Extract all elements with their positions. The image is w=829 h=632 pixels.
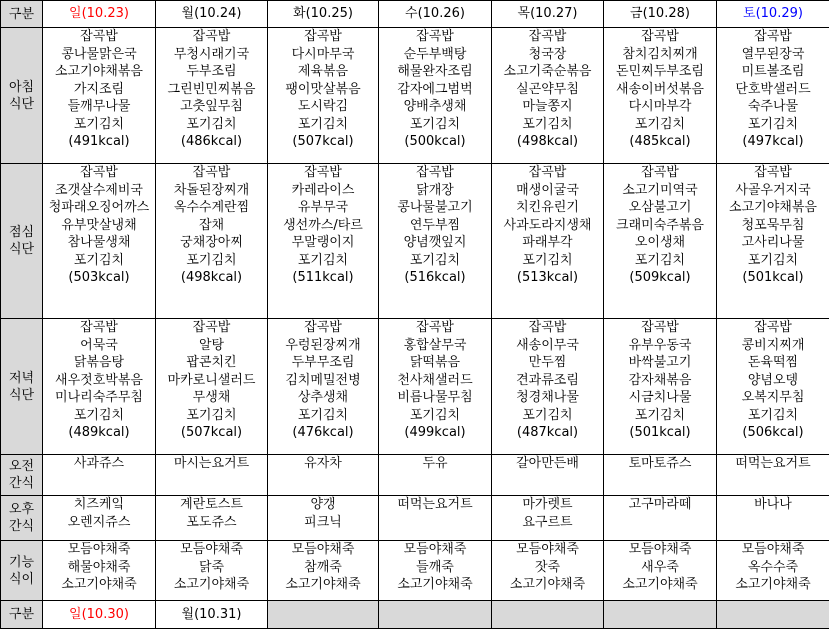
menu-cell <box>717 28 829 164</box>
menu-item: 잡곡밥 <box>641 165 679 180</box>
menu-item: 참나물생채 <box>67 235 131 250</box>
menu-item: 잡곡밥 <box>416 320 454 335</box>
menu-item: 포기김치 <box>522 407 573 423</box>
menu-item: 잡곡밥 <box>641 320 679 335</box>
menu-item: 돈민찌두부조림 <box>616 64 704 79</box>
menu-item: 피크닉 <box>304 514 342 530</box>
menu-cell <box>492 455 604 496</box>
day-header-text: 토(10.29) <box>743 6 803 22</box>
menu-item: 오이생채 <box>634 235 686 250</box>
menu-item: 열무된장국 <box>741 46 805 62</box>
menu-item: 포기김치 <box>73 252 125 268</box>
menu-item: 들깨무나물 <box>67 99 131 114</box>
menu-item: 잡곡밥 <box>304 29 342 44</box>
row-label <box>1 1 43 28</box>
menu-item: 치즈케잌 <box>73 497 125 512</box>
menu-item: 두부무조림 <box>291 355 355 370</box>
row-label-text: 저녁 <box>8 370 35 386</box>
menu-item: 소고기야채죽 <box>397 577 473 592</box>
empty-day-cell <box>268 601 379 629</box>
snack-row-pm <box>1 496 829 541</box>
menu-item: 연두부찜 <box>409 217 461 233</box>
menu-item: 포기김치 <box>634 407 686 423</box>
menu-item: 청경채나물 <box>516 390 579 405</box>
menu-item: 옥수수계란찜 <box>173 200 250 215</box>
menu-item: 제육볶음 <box>297 64 349 79</box>
menu-item: 포도쥬스 <box>186 514 237 530</box>
menu-item: 생선까스/타르 <box>283 217 363 233</box>
menu-item: 옥수수죽 <box>747 559 799 575</box>
menu-item: 포기김치 <box>297 116 349 132</box>
menu-item: 모듬야채죽 <box>67 542 131 557</box>
row-label-text: 점심 <box>8 225 35 240</box>
menu-cell <box>268 164 379 319</box>
menu-item: 포기김치 <box>409 116 461 132</box>
menu-item: 만두찜 <box>528 355 567 370</box>
menu-item: 포기김치 <box>73 116 125 132</box>
row-label <box>1 541 43 601</box>
menu-item: 파래부각 <box>522 235 573 250</box>
menu-item: 잡곡밥 <box>80 165 118 180</box>
menu-item: 소고기미역국 <box>622 182 698 198</box>
menu-item: 잡곡밥 <box>192 165 231 180</box>
menu-item: 소고기야채볶음 <box>729 200 817 215</box>
menu-item: 해물야채죽 <box>67 559 131 575</box>
menu-item: 견과류조림 <box>516 372 579 388</box>
menu-item: 닭개장 <box>416 182 454 198</box>
menu-item: 포기김치 <box>747 407 799 423</box>
menu-item: 모듬야채죽 <box>180 542 243 557</box>
menu-item: 포기김치 <box>409 252 461 268</box>
menu-item: 미트볼조림 <box>741 64 805 79</box>
row-label-text: 식이 <box>8 571 35 587</box>
footer-row <box>1 601 829 629</box>
menu-cell <box>43 541 156 601</box>
menu-item: 모듬야채죽 <box>516 542 579 557</box>
day-header <box>492 1 604 28</box>
menu-item: 고구마라떼 <box>628 497 692 512</box>
menu-item: 오복지무침 <box>741 390 805 405</box>
menu-item: 사골우거지국 <box>735 182 811 198</box>
menu-cell <box>604 541 717 601</box>
menu-cell <box>717 455 829 496</box>
menu-item: 가지조림 <box>73 81 125 97</box>
menu-cell <box>717 541 829 601</box>
menu-item: 포기김치 <box>186 252 237 268</box>
menu-item: 청포묵무침 <box>741 217 805 233</box>
menu-item: 유부맛살냉채 <box>61 217 137 233</box>
meal-row-breakfast <box>1 28 829 164</box>
menu-item: 소고기야채볶음 <box>55 64 143 79</box>
menu-item: 소고기야채죽 <box>173 577 250 592</box>
menu-cell <box>156 164 268 319</box>
menu-item: 유부무국 <box>297 200 349 215</box>
menu-item: 잣죽 <box>534 559 561 575</box>
menu-item: (487kcal) <box>516 425 579 440</box>
row-label-text: 기능 <box>8 554 35 570</box>
menu-item: 포기김치 <box>634 116 686 132</box>
menu-cell <box>156 28 268 164</box>
menu-item: 소고기야채죽 <box>285 577 361 592</box>
porridge-row <box>1 541 829 601</box>
menu-item: 모듬야채죽 <box>291 542 355 557</box>
menu-cell <box>268 541 379 601</box>
menu-item: 잡곡밥 <box>754 165 792 180</box>
menu-item: 마카로니샐러드 <box>167 372 256 388</box>
menu-cell <box>604 455 717 496</box>
menu-item: 카레라이스 <box>291 182 355 198</box>
menu-item: 잡곡밥 <box>416 165 454 180</box>
menu-item: 어묵국 <box>80 337 118 353</box>
day-header-text: 일(10.23) <box>69 6 129 22</box>
menu-cell <box>43 496 156 541</box>
menu-item: 미나리숙주무침 <box>55 390 143 405</box>
menu-item: (509kcal) <box>629 270 691 285</box>
empty-day-cell <box>604 601 717 629</box>
menu-item: (500kcal) <box>404 134 466 149</box>
menu-item: 포기김치 <box>186 116 237 132</box>
menu-item: 청파래오징어까스 <box>48 200 150 215</box>
menu-item: 차돌된장찌개 <box>173 182 250 198</box>
menu-item: 팝콘치킨 <box>186 355 237 370</box>
menu-item: 사과쥬스 <box>73 456 125 471</box>
menu-item: 잡곡밥 <box>80 320 118 335</box>
menu-item: 떠먹는요거트 <box>397 497 473 512</box>
menu-cell <box>268 496 379 541</box>
day-header-text: 화(10.25) <box>293 6 353 22</box>
menu-item: 잡곡밥 <box>416 29 454 44</box>
menu-item: (503kcal) <box>68 270 130 285</box>
menu-item: 포기김치 <box>186 407 237 423</box>
menu-cell <box>379 455 492 496</box>
menu-item: 실곤약무침 <box>516 81 579 97</box>
menu-item: 숙주나물 <box>747 99 799 114</box>
menu-item: 고춧잎무침 <box>180 99 243 114</box>
menu-cell <box>717 319 829 455</box>
menu-item: 갈아만든배 <box>516 456 579 471</box>
menu-cell <box>379 496 492 541</box>
menu-item: 마가렛트 <box>522 497 573 512</box>
menu-item: 잡곡밥 <box>528 165 567 180</box>
meal-row-lunch <box>1 164 829 319</box>
day-header <box>379 1 492 28</box>
menu-item: (511kcal) <box>292 270 354 285</box>
menu-item: 소고기죽순볶음 <box>503 64 592 79</box>
header-row <box>1 1 829 28</box>
menu-item: (498kcal) <box>516 134 579 149</box>
menu-cell <box>492 28 604 164</box>
day-header <box>43 1 156 28</box>
menu-item: 새송이버섯볶음 <box>616 81 704 97</box>
menu-item: 요구르트 <box>522 514 573 530</box>
menu-item: 유부우동국 <box>628 337 692 353</box>
snack-row-am <box>1 455 829 496</box>
menu-item: (499kcal) <box>404 425 466 440</box>
menu-item: 청국장 <box>528 46 567 62</box>
menu-item: 바싹불고기 <box>628 355 692 370</box>
day-header-text: 금(10.28) <box>630 6 690 22</box>
menu-item: 잡곡밥 <box>192 29 231 44</box>
menu-item: 감자채볶음 <box>628 372 692 388</box>
menu-item: 닭볶음탕 <box>73 355 125 370</box>
menu-item: 닭죽 <box>198 559 225 575</box>
menu-item: 감자에그범벅 <box>397 81 473 97</box>
menu-item: 오삼불고기 <box>628 200 692 215</box>
menu-cell <box>156 541 268 601</box>
menu-item: (489kcal) <box>68 425 130 440</box>
menu-cell <box>492 164 604 319</box>
menu-item: 크래미숙주볶음 <box>616 217 704 233</box>
menu-cell <box>43 28 156 164</box>
row-label-text: 오후 <box>8 502 35 517</box>
menu-item: 시금치나물 <box>628 390 692 405</box>
menu-cell <box>379 541 492 601</box>
menu-cell <box>604 164 717 319</box>
menu-cell <box>43 455 156 496</box>
menu-item: (486kcal) <box>180 134 243 149</box>
menu-item: 홍합살무국 <box>403 337 467 353</box>
menu-item: 비름나물무침 <box>397 390 473 405</box>
menu-item: (513kcal) <box>516 270 579 285</box>
menu-item: 매생이굴국 <box>516 182 579 198</box>
menu-cell <box>604 319 717 455</box>
row-label <box>1 28 43 164</box>
menu-item: 모듬야채죽 <box>628 542 692 557</box>
menu-item: 토마토쥬스 <box>628 456 692 471</box>
menu-item: 바나나 <box>754 497 792 512</box>
menu-item: 포기김치 <box>522 252 573 268</box>
meal-row-dinner <box>1 319 829 455</box>
menu-cell <box>268 28 379 164</box>
menu-item: 무청시래기국 <box>173 46 250 62</box>
menu-item: 그린빈민찌볶음 <box>167 81 256 97</box>
menu-item: 조갯살수제비국 <box>55 182 143 198</box>
menu-item: 양념깻잎지 <box>403 235 467 250</box>
menu-item: 포기김치 <box>747 252 799 268</box>
row-label-text: 간식 <box>8 519 35 534</box>
menu-item: 순두부백탕 <box>403 46 467 62</box>
row-label-text: 구분 <box>8 607 35 622</box>
menu-item: 포기김치 <box>522 116 573 132</box>
menu-item: (498kcal) <box>180 270 243 285</box>
menu-cell <box>604 28 717 164</box>
menu-item: 포기김치 <box>747 116 799 132</box>
menu-item: 포기김치 <box>297 252 349 268</box>
menu-item: 양배추생채 <box>403 99 467 114</box>
menu-item: 치킨유린기 <box>516 200 579 215</box>
menu-item: (501kcal) <box>742 270 804 285</box>
menu-item: 양갱 <box>310 497 336 512</box>
menu-item: 닭떡볶음 <box>409 355 461 370</box>
menu-item: (501kcal) <box>629 425 691 440</box>
menu-item: 콩나물불고기 <box>397 200 473 215</box>
menu-item: 새송이무국 <box>516 337 579 353</box>
menu-item: 다시마무국 <box>291 46 355 62</box>
day-header <box>268 1 379 28</box>
row-label-text: 식단 <box>8 242 35 257</box>
row-label <box>1 319 43 455</box>
menu-item: 무말랭이지 <box>291 235 355 250</box>
menu-item: 해물완자조림 <box>397 64 473 79</box>
menu-cell <box>492 496 604 541</box>
menu-item: 잡곡밥 <box>304 320 342 335</box>
day-header-text: 일(10.30) <box>69 606 129 622</box>
row-label <box>1 496 43 541</box>
menu-item: 궁채장아찌 <box>180 235 243 250</box>
menu-item: 소고기야채죽 <box>622 577 698 592</box>
menu-item: 포기김치 <box>73 407 125 423</box>
menu-cell <box>717 496 829 541</box>
menu-item: 잡곡밥 <box>528 29 567 44</box>
menu-item: 참깨죽 <box>304 559 342 575</box>
menu-item: (491kcal) <box>68 134 130 149</box>
menu-item: 무생채 <box>192 390 231 405</box>
empty-day-cell <box>379 601 492 629</box>
menu-item: 참치김치찌개 <box>622 46 698 62</box>
menu-item: 마시는요거트 <box>173 456 250 471</box>
menu-item: 소고기야채죽 <box>509 577 586 592</box>
menu-cell <box>379 164 492 319</box>
menu-item: 잡채 <box>198 217 225 233</box>
menu-item: (476kcal) <box>292 425 354 440</box>
menu-item: 모듬야채죽 <box>403 542 467 557</box>
row-label <box>1 164 43 319</box>
menu-item: 들깨죽 <box>416 559 454 575</box>
menu-cell <box>379 28 492 164</box>
menu-cell <box>717 164 829 319</box>
menu-item: 잡곡밥 <box>641 29 679 44</box>
menu-item: 포기김치 <box>634 252 686 268</box>
menu-item: 콩나물맑은국 <box>61 46 137 62</box>
day-header <box>156 1 268 28</box>
menu-cell <box>156 319 268 455</box>
row-label-text: 간식 <box>8 476 35 491</box>
menu-cell <box>492 319 604 455</box>
menu-item: 팽이맛살볶음 <box>285 81 361 97</box>
menu-cell <box>268 319 379 455</box>
menu-item: 양념오뎅 <box>747 372 799 388</box>
menu-item: 소고기야채죽 <box>61 577 137 592</box>
menu-item: (485kcal) <box>629 134 691 149</box>
menu-item: 모듬야채죽 <box>741 542 805 557</box>
menu-cell <box>43 319 156 455</box>
day-header <box>604 1 717 28</box>
menu-item: 알탕 <box>198 337 225 353</box>
menu-item: 잡곡밥 <box>528 320 567 335</box>
menu-item: 소고기야채죽 <box>735 577 811 592</box>
row-label-text: 구분 <box>8 6 35 22</box>
menu-item: 돈육떡찜 <box>747 355 799 370</box>
row-label <box>1 455 43 496</box>
row-label-text: 오전 <box>8 459 35 474</box>
row-label-text: 식단 <box>8 96 35 112</box>
menu-item: 도시락김 <box>297 99 349 114</box>
menu-item: 떠먹는요거트 <box>735 456 811 471</box>
empty-day-cell <box>717 601 829 629</box>
menu-item: 새우죽 <box>641 559 679 575</box>
menu-item: 마늘쫑지 <box>522 99 573 114</box>
menu-item: 사과도라지생채 <box>503 217 592 233</box>
menu-item: 천사채샐러드 <box>397 372 473 388</box>
menu-item: 상추생채 <box>297 390 349 405</box>
menu-cell <box>492 541 604 601</box>
menu-cell <box>604 496 717 541</box>
menu-item: (507kcal) <box>180 425 243 440</box>
day-header <box>717 1 829 28</box>
menu-item: (506kcal) <box>742 425 804 440</box>
row-label-text: 식단 <box>8 387 35 403</box>
menu-item: 콩비지찌개 <box>741 337 805 353</box>
menu-item: (497kcal) <box>742 134 804 149</box>
menu-cell <box>156 455 268 496</box>
menu-cell <box>43 164 156 319</box>
menu-item: 새우젓호박볶음 <box>55 372 143 388</box>
menu-item: 두유 <box>422 456 448 471</box>
day-header <box>156 601 268 629</box>
menu-item: 유자차 <box>304 456 342 471</box>
day-header-text: 목(10.27) <box>517 6 578 22</box>
menu-item: 김치메밀전병 <box>285 372 361 388</box>
menu-item: 단호박샐러드 <box>735 81 811 97</box>
row-label <box>1 601 43 629</box>
empty-day-cell <box>492 601 604 629</box>
menu-item: 잡곡밥 <box>754 29 792 44</box>
day-header <box>43 601 156 629</box>
menu-item: (516kcal) <box>404 270 466 285</box>
day-header-text: 월(10.24) <box>181 6 242 22</box>
menu-item: 두부조림 <box>186 64 237 79</box>
menu-item: (507kcal) <box>292 134 354 149</box>
menu-item: 우렁된장찌개 <box>285 337 361 353</box>
menu-item: 고사리나물 <box>741 235 805 250</box>
menu-cell <box>379 319 492 455</box>
menu-item: 계란토스트 <box>180 497 243 512</box>
day-header-text: 수(10.26) <box>405 6 465 22</box>
menu-item: 다시마부각 <box>628 99 692 114</box>
menu-item: 오렌지쥬스 <box>67 514 131 530</box>
day-header-text: 월(10.31) <box>181 606 242 622</box>
menu-item: 잡곡밥 <box>192 320 231 335</box>
row-label-text: 아침 <box>8 79 35 95</box>
menu-item: 잡곡밥 <box>80 29 118 44</box>
menu-item: 포기김치 <box>409 407 461 423</box>
menu-item: 잡곡밥 <box>304 165 342 180</box>
menu-item: 포기김치 <box>297 407 349 423</box>
menu-cell <box>268 455 379 496</box>
menu-item: 잡곡밥 <box>754 320 792 335</box>
menu-cell <box>156 496 268 541</box>
